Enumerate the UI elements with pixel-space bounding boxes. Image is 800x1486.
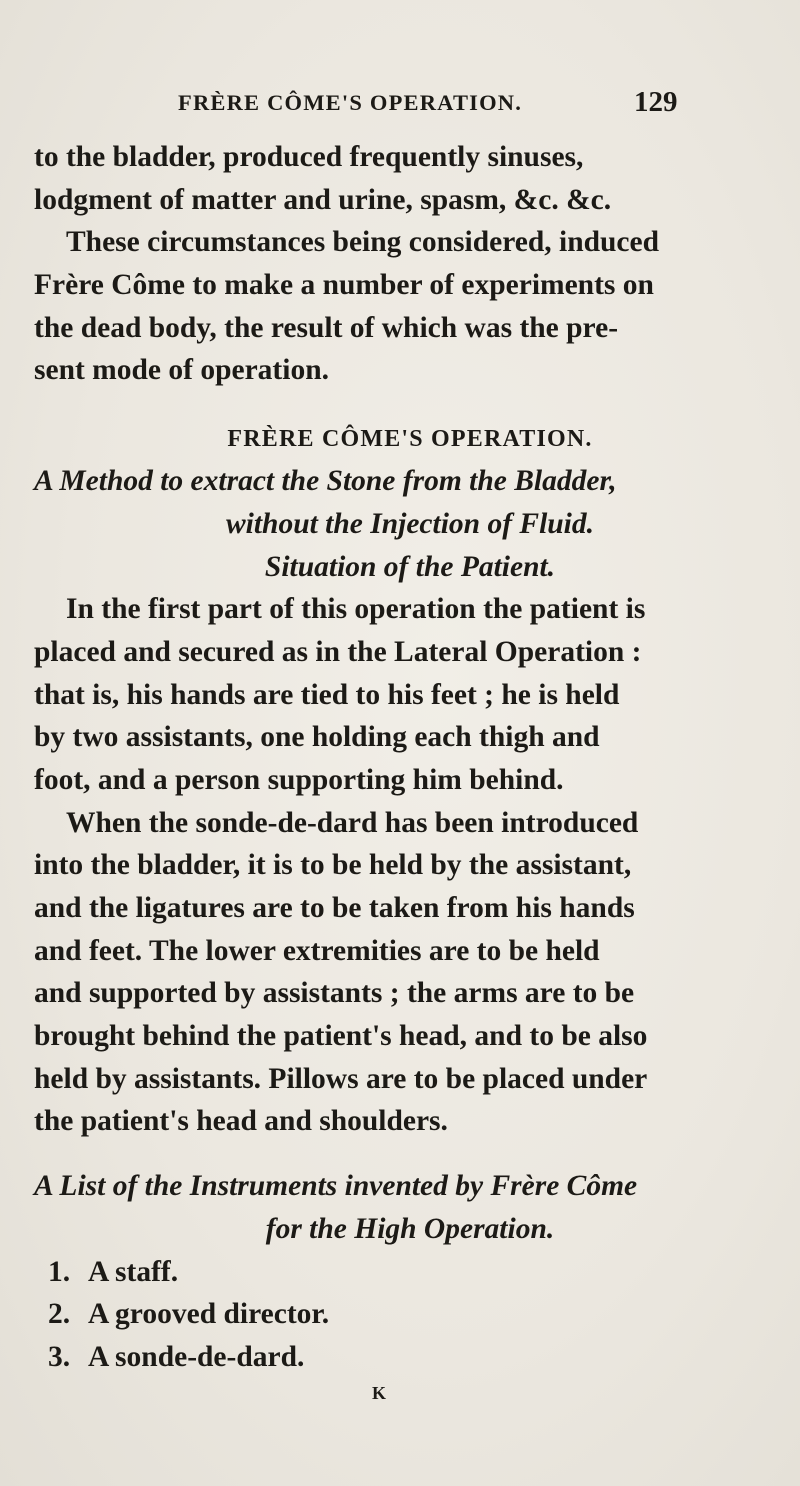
paragraph-line: and the ligatures are to be taken from his hands <box>34 892 635 924</box>
running-title: FRÈRE CÔME'S OPERATION. <box>178 90 523 115</box>
instrument-item <box>34 1293 786 1336</box>
method-title-line: A Method to extract the Stone from the Bladder, <box>34 465 617 498</box>
paragraph-line: and supported by assistants ; the arms are to be <box>34 977 635 1010</box>
method-title-line: without the Injection of Fluid. <box>225 507 594 540</box>
intro-line: sent mode of operation. <box>34 354 329 387</box>
situation-heading: Situation of the Patient. <box>264 550 556 583</box>
body-text <box>34 136 786 1408</box>
intro-line: lodgment of matter and urine, spasm, &c. &c. <box>34 183 612 216</box>
paragraph-line: brought behind the patient's head, and to be also <box>34 1020 648 1053</box>
paragraph-line: held by assistants. Pillows are to be placed under <box>34 1062 648 1095</box>
instrument-number: 2. <box>48 1298 71 1330</box>
intro-line: to the bladder, produced frequently sinuses, <box>34 141 584 173</box>
list-title-line: A List of the Instruments invented by Frère Côme <box>34 1170 638 1203</box>
instrument-text: A sonde-de-dard. <box>88 1340 305 1373</box>
signature-mark: K <box>372 1383 387 1403</box>
intro-line: Frère Côme to make a number of experiments on <box>34 269 654 302</box>
paragraph-line: by two assistants, one holding each thigh and <box>34 721 600 754</box>
paragraph-line: and feet. The lower extremities are to be held <box>34 934 600 967</box>
paragraph-line: into the bladder, it is to be held by the assistant, <box>34 849 632 882</box>
instrument-item <box>34 1251 786 1294</box>
instrument-item <box>34 1336 786 1379</box>
intro-line: These circumstances being considered, induced <box>66 226 660 259</box>
paragraph-line: foot, and a person supporting him behind. <box>34 763 564 796</box>
instrument-number: 3. <box>48 1340 71 1373</box>
page-number: 129 <box>634 86 678 118</box>
running-head <box>0 86 800 130</box>
paragraph-line: that is, his hands are tied to his feet ; he is held <box>34 678 620 711</box>
paragraph-line: the patient's head and shoulders. <box>34 1105 448 1138</box>
list-title-line: for the High Operation. <box>265 1212 555 1245</box>
section-heading: FRÈRE CÔME'S OPERATION. <box>227 426 593 453</box>
instrument-text: A grooved director. <box>88 1298 330 1330</box>
intro-line: the dead body, the result of which was the pre- <box>34 311 619 344</box>
instrument-number: 1. <box>48 1255 71 1288</box>
instrument-text: A staff. <box>88 1255 179 1288</box>
paragraph-line: In the first part of this operation the patient is <box>66 593 646 626</box>
paragraph-line: When the sonde-de-dard has been introduced <box>66 806 639 839</box>
paragraph-line: placed and secured as in the Lateral Operation : <box>34 635 642 668</box>
